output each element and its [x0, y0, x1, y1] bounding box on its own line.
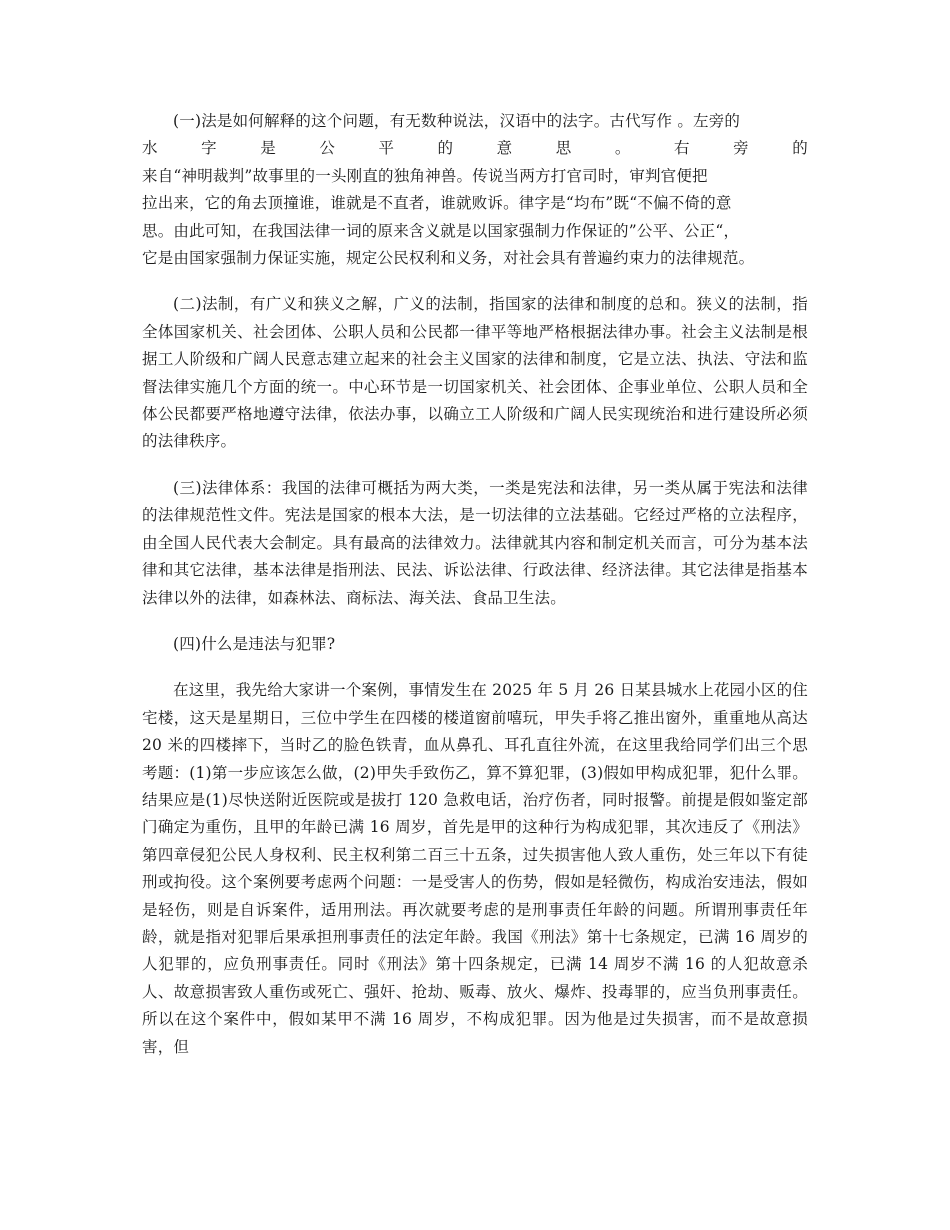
spaced-character: 思 [555, 139, 572, 158]
spaced-character: 右 [673, 139, 690, 158]
text-line: 它是由国家强制力保证实施，规定公民权利和义务，对社会具有普遍约束力的法律规范。 [142, 249, 755, 268]
spaced-character: 。 [614, 139, 631, 158]
paragraph-definition-of-law [142, 108, 808, 272]
text-line: 思。由此可知，在我国法律一词的原来含义就是以国家强制力作保证的”公平、公正“， [142, 221, 740, 240]
paragraph-case-study: 在这里，我先给大家讲一个案例，事情发生在 2025 年 5 月 26 日某县城水上花园小区的住宅楼，这天是星期日，三位中学生在四楼的楼道窗前嘻玩，甲失手将乙推出窗外，重重地从高达 20 米的四楼摔下，当时乙的脸色铁青，血从鼻孔、耳孔直往外流，在这里我给同学们出三个思考题：(1)第一步应该怎么做，(2)甲失手致伤乙，算不算犯罪，(3)假如甲构成犯罪，犯什么罪。结果应是(1)尽快送附近医院或是拔打 120 急救电话，治疗伤者，同时报警。前提是假如鉴定部门确定为重伤，且甲的年龄已满 16 周岁，首先是甲的这种行为构成犯罪，其次违反了《刑法》第四章侵犯公民人身权利、民主权利第二百三十五条，过失损害他人致人重伤，处三年以下有徒刑或拘役。这个案例要考虑两个问题：一是受害人的伤势，假如是轻微伤，构成治安违法，假如是轻伤，则是自诉案件，适用刑法。再次就要考虑的是刑事责任年龄的问题。所谓刑事责任年龄，就是指对犯罪后果承担刑事责任的法定年龄。我国《刑法》第十七条规定，已满 16 周岁的人犯罪的，应负刑事责任。同时《刑法》第十四条规定，已满 14 周岁不满 16 的人犯故意杀人、故意损害致人重伤或死亡、强奸、抢劫、贩毒、放火、爆炸、投毒罪的，应当负刑事责任。所以在这个案件中，假如某甲不满 16 周岁，不构成犯罪。因为他是过失损害，而不是故意损害，但 [142, 681, 808, 1056]
paragraph-legal-system: (二)法制，有广义和狭义之解，广义的法制，指国家的法律和制度的总和。狭义的法制，指全体国家机关、社会团体、公职人员和公民都一律平等地严格根据法律办事。社会主义法制是根据工人阶级和广阔人民意志建立起来的社会主义国家的法律和制度，它是立法、执法、守法和监督法律实施几个方面的统一。中心环节是一切国家机关、社会团体、企事业单位、公职人员和全体公民都要严格地遵守法律，依法办事，以确立工人阶级和广阔人民实现统治和进行建设所必须的法律秩序。 [142, 295, 808, 451]
text-line: 来自“神明裁判”故事里的一头刚直的独角神兽。传说当两方打官司时，审判官便把 [142, 166, 708, 185]
paragraph-law-structure: (三)法律体系：我国的法律可概括为两大类，一类是宪法和法律，另一类从属于宪法和法律的法律规范性文件。宪法是国家的根本大法，是一切法律的立法基础。它经过严格的立法程序，由全国人民代表大会制定。具有最高的法律效力。法律就其内容和制定机关而言，可分为基本法律和其它法律，基本法律是指刑法、民法、诉讼法律、行政法律、经济法律。其它法律是指基本法律以外的法律，如森林法、商标法、海关法、食品卫生法。 [142, 478, 808, 607]
spaced-character: 平 [378, 139, 395, 158]
spaced-character: 意 [496, 139, 513, 158]
spaced-character: 旁 [733, 139, 749, 158]
spaced-character: 的 [437, 139, 454, 158]
spaced-character: 是 [260, 139, 276, 158]
spaced-character: 的 [792, 139, 808, 158]
document-page [142, 108, 808, 1080]
text-line: 拉出来，它的角去顶撞谁，谁就是不直者，谁就败诉。律字是“均布”既“不偏不倚的意 [142, 194, 732, 213]
spaced-character: 字 [201, 139, 217, 158]
text-line: (一)法是如何解释的这个问题，有无数种说法，汉语中的法字。古代写作 。左旁的 [173, 112, 741, 130]
spaced-text-line [142, 135, 808, 162]
spaced-character: 公 [319, 139, 336, 158]
paragraph-heading-crime: (四)什么是违法与犯罪? [173, 634, 336, 653]
spaced-character: 水 [142, 139, 158, 158]
